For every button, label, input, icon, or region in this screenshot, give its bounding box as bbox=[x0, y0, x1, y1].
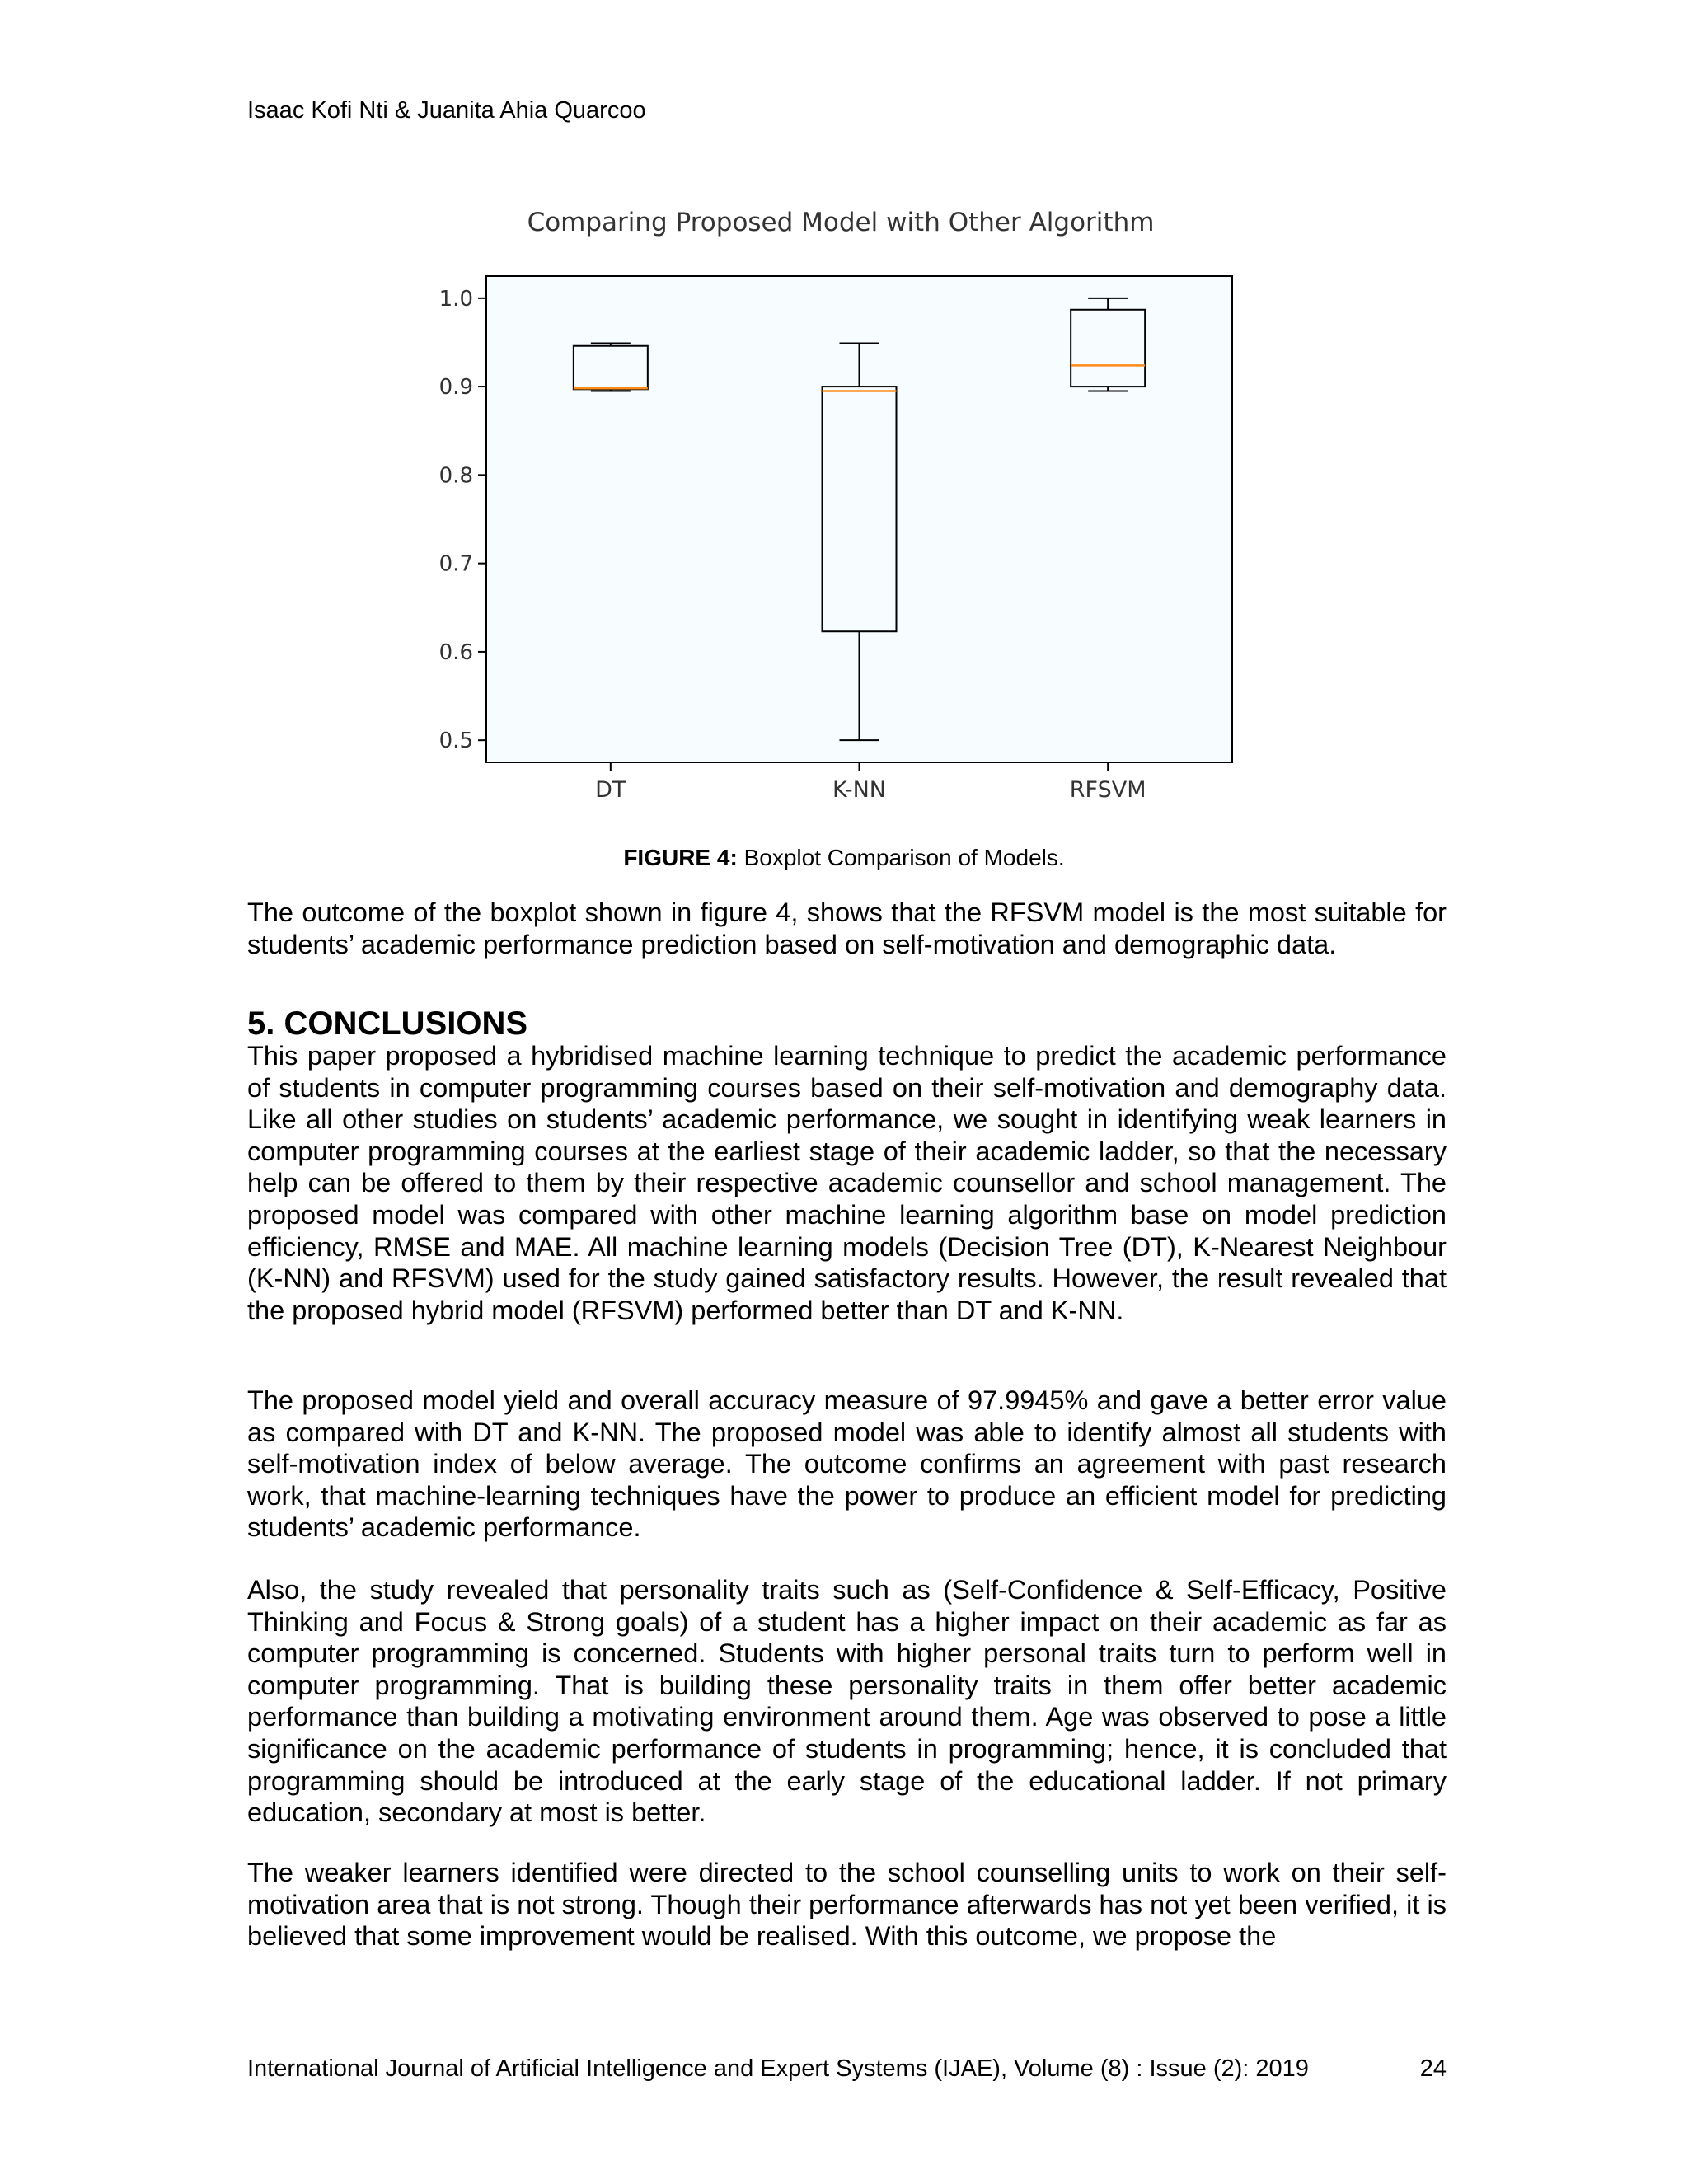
paragraph-conclusions-2: The proposed model yield and overall accuracy measure of 97.9945% and gave a better error value as compared with DT and K-NN. The proposed model was able to identify almost all students with self-motivation index of below average. The outcome confirms an agreement with past research work, that machine-learning techniques have the power to produce an efficient model for predicting students’ academic performance. bbox=[247, 1385, 1447, 1543]
chart-title: Comparing Proposed Model with Other Algorithm bbox=[527, 208, 1155, 237]
section-heading-conclusions: 5. CONCLUSIONS bbox=[247, 1005, 528, 1042]
page-number: 24 bbox=[1419, 2055, 1447, 2082]
boxplot-figure bbox=[412, 198, 1253, 824]
y-tick-label: 1.0 bbox=[438, 286, 473, 312]
y-tick-label: 0.5 bbox=[438, 729, 473, 754]
paragraph-boxplot-outcome: The outcome of the boxplot shown in figure 4, shows that the RFSVM model is the most suitable for students’ academic performance prediction based on self-motivation and demographic data. bbox=[247, 898, 1447, 959]
x-tick-label: DT bbox=[595, 777, 626, 803]
page-footer bbox=[247, 2055, 1447, 2083]
running-header-authors: Isaac Kofi Nti & Juanita Ahia Quarcoo bbox=[247, 97, 646, 124]
y-tick-label: 0.7 bbox=[438, 551, 473, 577]
y-tick-label: 0.6 bbox=[438, 640, 473, 665]
paragraph-conclusions-3: Also, the study revealed that personality traits such as (Self-Confidence & Self-Efficacy, Positive Thinking and Focus & Strong goals) of a student has a higher impact on their academic as far as computer programming is concerned. Students with higher personal traits turn to perform well in computer programming. That is building these personality traits in them offer better academic performance than building a motivating environment around them. Age was observed to pose a little significance on the academic performance of students in programming; hence, it is concluded that programming should be introduced at the early stage of the educational ladder. If not primary education, secondary at most is better. bbox=[247, 1575, 1447, 1828]
figure-caption-text: Boxplot Comparison of Models. bbox=[737, 845, 1065, 870]
y-tick-label: 0.8 bbox=[438, 463, 473, 489]
boxplot-chart bbox=[412, 198, 1253, 824]
footer-journal: International Journal of Artificial Intelligence and Expert Systems (IJAE), Volume (8) : Issue (2): 2019 bbox=[247, 2055, 1309, 2082]
x-axis bbox=[595, 762, 1146, 803]
figure-caption-label: FIGURE 4: bbox=[623, 845, 738, 870]
y-axis bbox=[439, 287, 486, 753]
y-tick-label: 0.9 bbox=[438, 375, 473, 401]
paragraph-conclusions-4: The weaker learners identified were directed to the school counselling units to work on their self-motivation area that is not strong. Though their performance afterwards has not yet been verified, it is believed that some improvement would be realised. With this outcome, we propose the bbox=[247, 1858, 1447, 1952]
figure-caption bbox=[0, 845, 1688, 871]
x-tick-label: K-NN bbox=[832, 777, 887, 803]
paragraph-conclusions-1: This paper proposed a hybridised machine learning technique to predict the academic performance of students in computer programming courses based on their self-motivation and demography data. Like all other studies on students’ academic performance, we sought in identifying weak learners in computer programming courses at the earliest stage of their academic ladder, so that the necessary help can be offered to them by their respective academic counsellor and school management. The proposed model was compared with other machine learning algorithm base on model prediction efficiency, RMSE and MAE. All machine learning models (Decision Tree (DT), K-Nearest Neighbour (K-NN) and RFSVM) used for the study gained satisfactory results. However, the result revealed that the proposed hybrid model (RFSVM) performed better than DT and K-NN. bbox=[247, 1041, 1447, 1325]
x-tick-label: RFSVM bbox=[1069, 777, 1146, 803]
